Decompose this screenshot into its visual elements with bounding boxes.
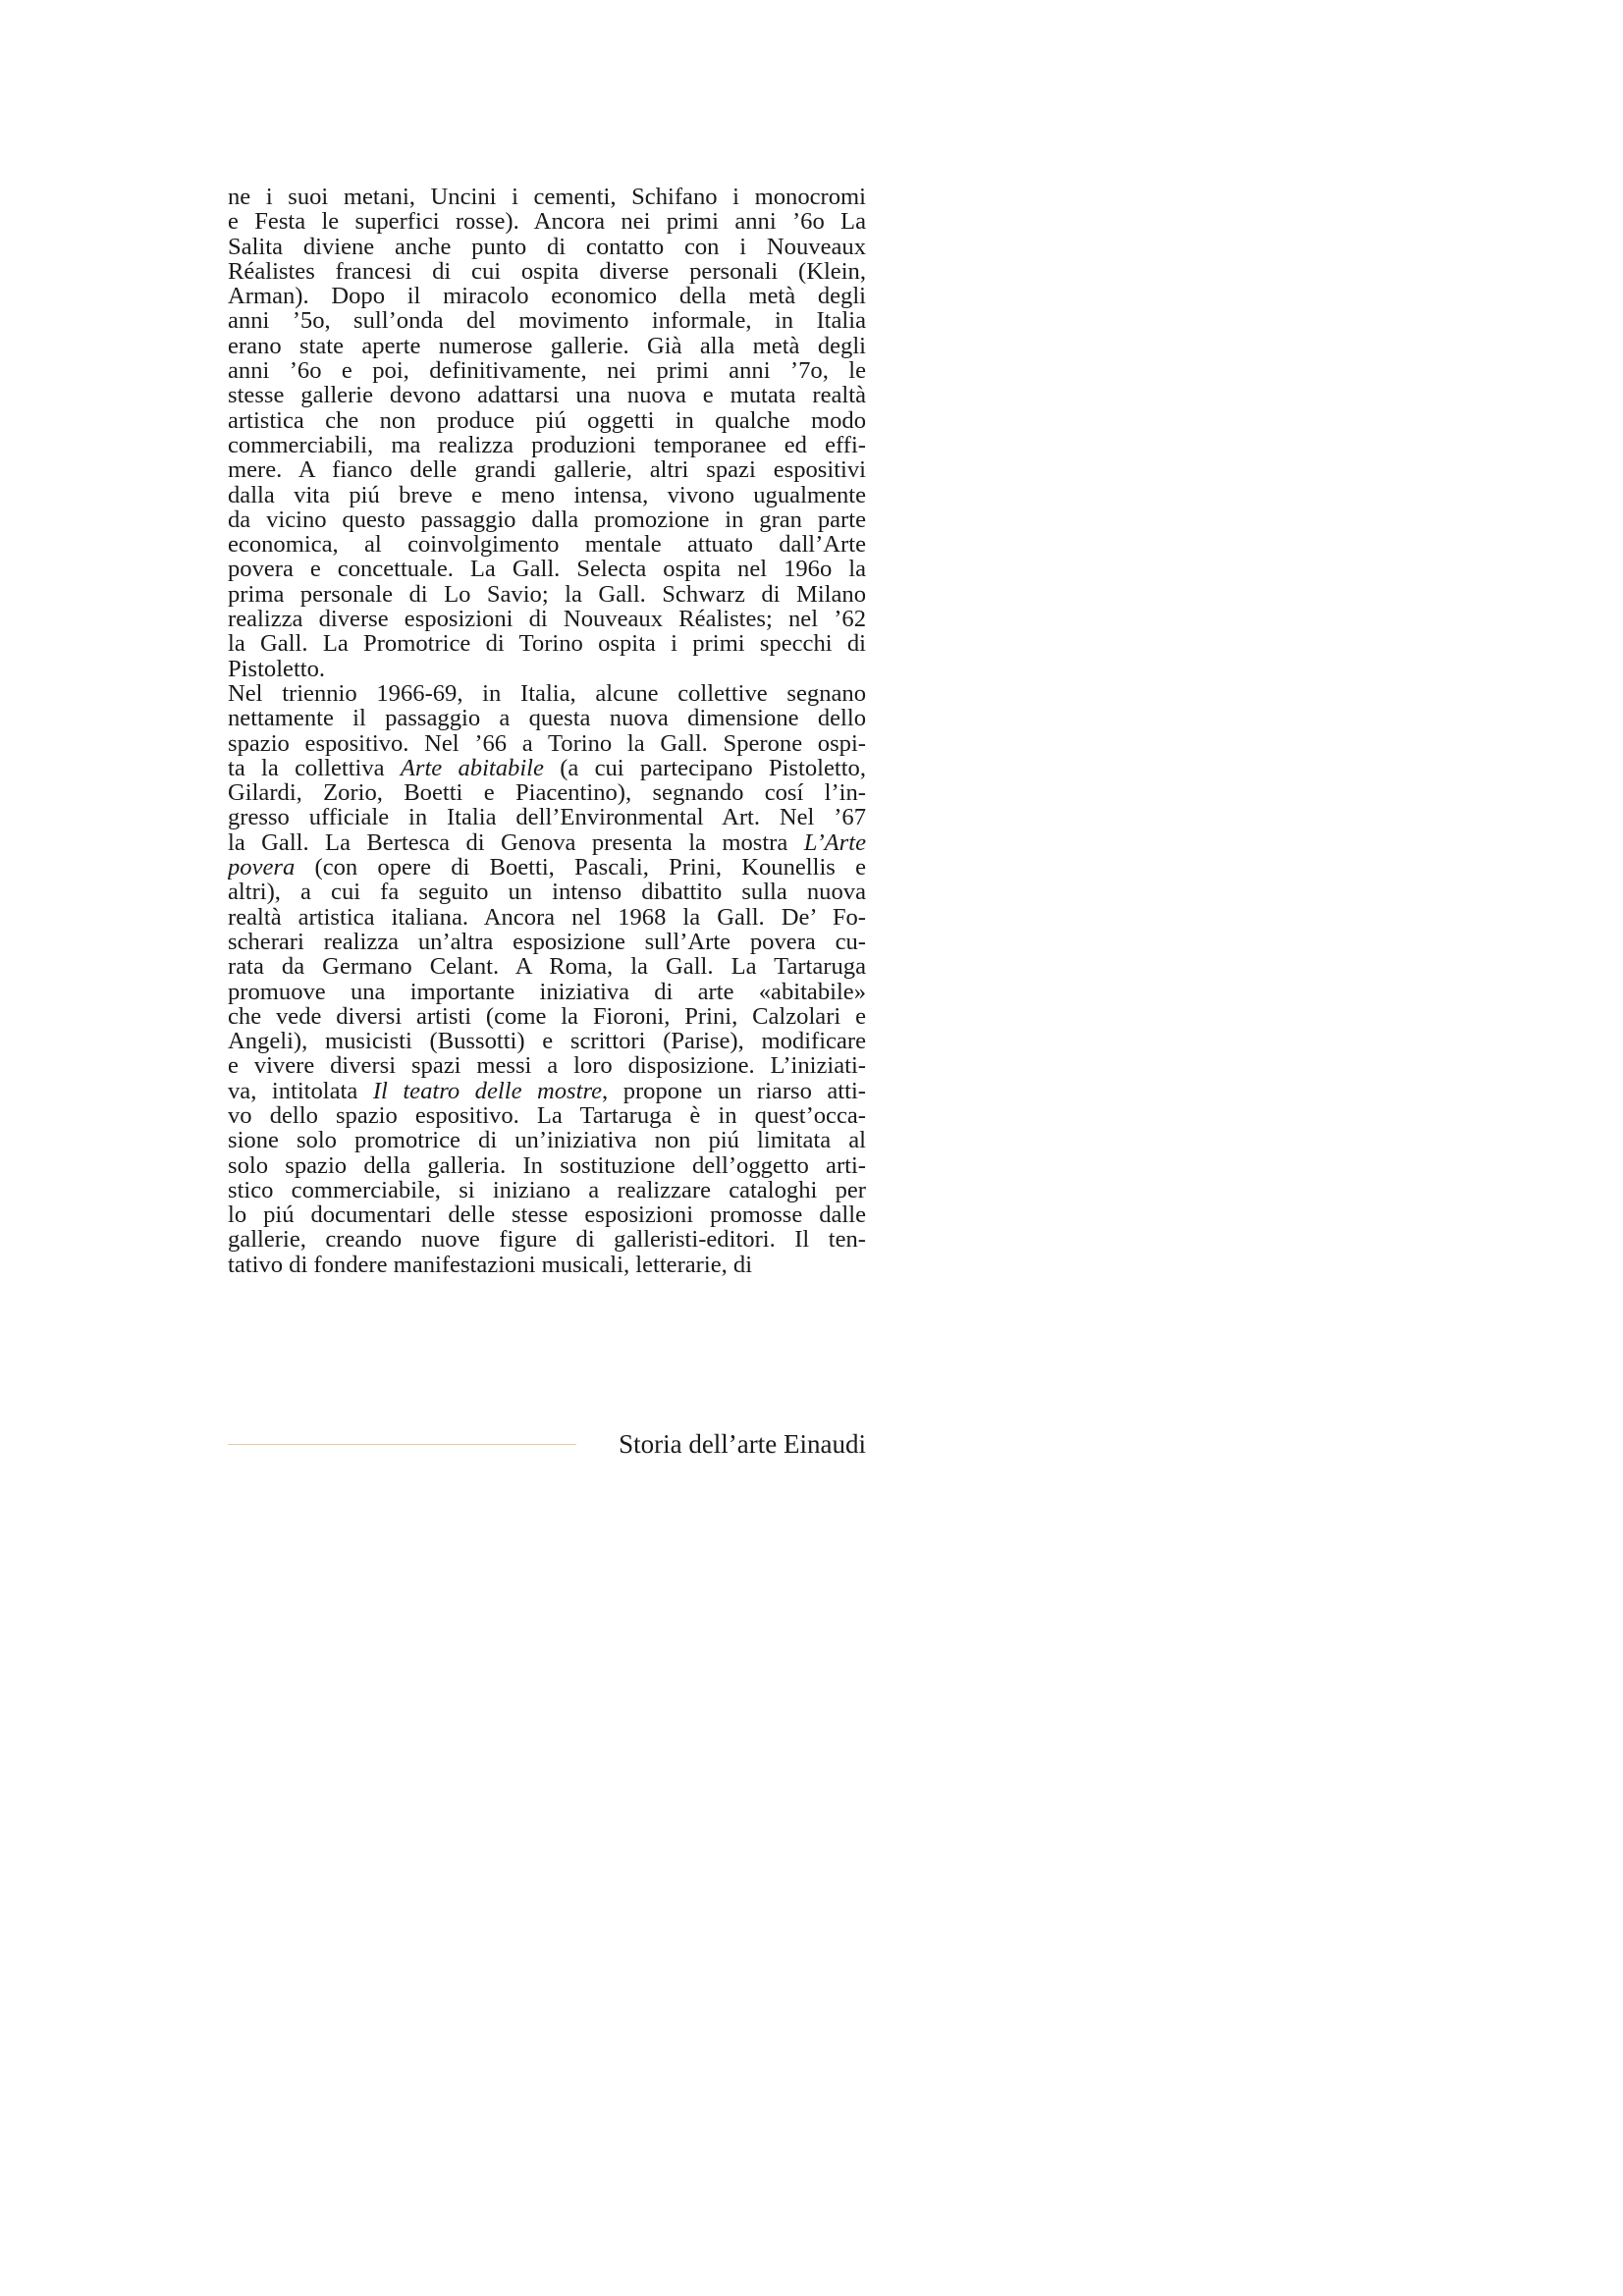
text-line: Arman). Dopo il miracolo economico della metà degli: [228, 284, 866, 309]
text-line: gresso ufficiale in Italia dell’Environmental Art. Nel ’67: [228, 805, 866, 830]
text-line: e Festa le superfici rosse). Ancora nei primi anni ’6o La: [228, 209, 866, 235]
italic-title: povera: [228, 855, 296, 881]
italic-title: Arte abitabile: [400, 755, 544, 781]
text-line: e vivere diversi spazi messi a loro disposizione. L’iniziati-: [228, 1053, 866, 1079]
text-line: economica, al coinvolgimento mentale attuato dall’Arte: [228, 532, 866, 558]
text-line: Réalistes francesi di cui ospita diverse personali (Klein,: [228, 258, 866, 285]
page: [0, 0, 1083, 1531]
text-line: anni ’5o, sull’onda del movimento informale, in Italia: [228, 308, 866, 334]
text-line: Salita diviene anche punto di contatto con i Nouveaux: [228, 234, 866, 259]
text-line: Angeli), musicisti (Bussotti) e scrittori (Parise), modificare: [228, 1029, 866, 1054]
text-line: promuove una importante iniziativa di arte «abitabile»: [228, 979, 866, 1004]
footer-rule: [228, 1444, 576, 1445]
text-line: da vicino questo passaggio dalla promozione in gran parte: [228, 507, 866, 533]
text-line: sione solo promotrice di un’iniziativa non piú limitata al: [228, 1128, 866, 1153]
italic-title: L’Arte: [803, 829, 866, 856]
text-line: stesse gallerie devono adattarsi una nuova e mutata realtà: [228, 383, 866, 408]
text-line: la Gall. La Promotrice di Torino ospita i primi specchi di: [228, 631, 866, 657]
text-line: vo dello spazio espositivo. La Tartaruga è in quest’occa-: [228, 1102, 866, 1129]
text-line: Pistoletto.: [228, 656, 326, 681]
text-line: ne i suoi metani, Uncini i cementi, Schifano i monocromi: [228, 185, 866, 210]
text-line: rata da Germano Celant. A Roma, la Gall. La Tartaruga: [228, 954, 866, 980]
text-line: che vede diversi artisti (come la Fioroni, Prini, Calzolari e: [228, 1003, 866, 1030]
text-line: scherari realizza un’altra esposizione sull’Arte povera cu-: [228, 929, 866, 955]
text-line: stico commerciabile, si iniziano a realizzare cataloghi per: [228, 1177, 866, 1203]
text-line: dalla vita piú breve e meno intensa, vivono ugualmente: [228, 482, 866, 507]
text-line: Gilardi, Zorio, Boetti e Piacentino), segnando cosí l’in-: [228, 780, 866, 806]
text-line: la Gall. La Bertesca di Genova presenta la mostra L’Arte: [228, 829, 866, 856]
text-line: prima personale di Lo Savio; la Gall. Schwarz di Milano: [228, 581, 866, 608]
text-line: realtà artistica italiana. Ancora nel 1968 la Gall. De’ Fo-: [228, 904, 866, 930]
text-line: ta la collettiva Arte abitabile (a cui partecipano Pistoletto,: [228, 755, 866, 781]
text-line: spazio espositivo. Nel ’66 a Torino la Gall. Sperone ospi-: [228, 730, 866, 756]
text-line: artistica che non produce piú oggetti in qualche modo: [228, 407, 866, 433]
text-line: erano state aperte numerose gallerie. Già alla metà degli: [228, 333, 866, 359]
text-line: gallerie, creando nuove figure di galleristi-editori. Il ten-: [228, 1227, 866, 1253]
text-line: altri), a cui fa seguito un intenso dibattito sulla nuova: [228, 880, 866, 905]
text-line: commerciabili, ma realizza produzioni temporanee ed effi-: [228, 432, 866, 458]
text-line: mere. A fianco delle grandi gallerie, altri spazi espositivi: [228, 457, 866, 483]
body-text: [228, 185, 866, 1277]
text-line: tativo di fondere manifestazioni musicali, letterarie, di: [228, 1252, 753, 1278]
text-line: realizza diverse esposizioni di Nouveaux Réalistes; nel ’62: [228, 607, 866, 632]
text-line: anni ’6o e poi, definitivamente, nei primi anni ’7o, le: [228, 358, 866, 384]
text-line: povera e concettuale. La Gall. Selecta ospita nel 196o la: [228, 557, 866, 582]
text-line: solo spazio della galleria. In sostituzione dell’oggetto arti-: [228, 1152, 866, 1178]
text-line: Nel triennio 1966-69, in Italia, alcune collettive segnano: [228, 680, 866, 707]
italic-title: Il teatro delle mostre: [372, 1078, 603, 1103]
footer-title: Storia dell’arte Einaudi: [619, 1429, 866, 1459]
text-line: nettamente il passaggio a questa nuova dimensione dello: [228, 706, 866, 731]
text-line: lo piú documentari delle stesse esposizioni promosse dalle: [228, 1202, 866, 1228]
text-line: povera (con opere di Boetti, Pascali, Prini, Kounellis e: [228, 855, 866, 881]
text-line: va, intitolata Il teatro delle mostre, propone un riarso atti-: [228, 1078, 866, 1103]
